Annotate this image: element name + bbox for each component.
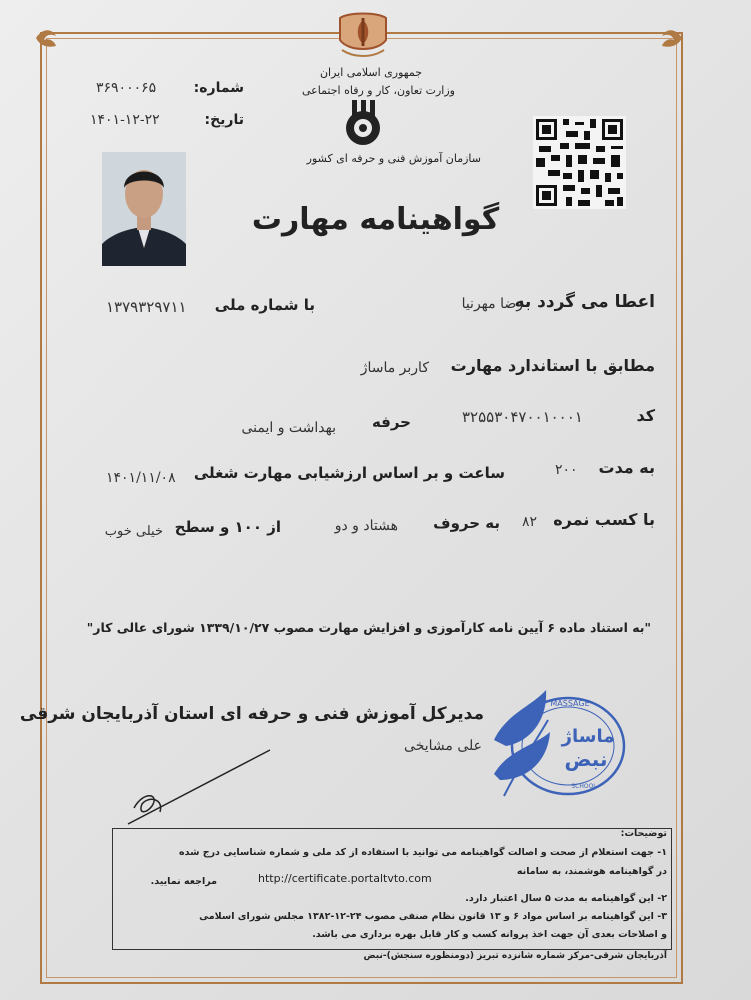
tvto-logo-icon [334,98,394,148]
score-value: ۸۲ [522,514,538,530]
national-id-value: ۱۳۷۹۳۲۹۷۱۱ [106,298,187,316]
corner-ornament-icon [648,26,684,50]
holder-name: رضا مهرنیا [461,296,523,312]
score-label: با کسب نمره [553,510,655,529]
notes-line-3: ۲- این گواهینامه به مدت ۵ سال اعتبار دارد. [465,893,667,904]
standard-label: مطابق با استاندارد مهارت [450,356,655,375]
granted-label: اعطا می گردد به [514,292,655,312]
notes-line-4: ۳- این گواهینامه بر اساس مواد ۶ و ۱۳ قانون نظام صنفی مصوب ۲۴-۱۲-۱۳۸۲ مجلس شورای اسلامی [199,911,667,922]
notes-line-2b: مراجعه نمایید. [150,876,217,887]
ministry-name: وزارت تعاون، کار و رفاه اجتماعی [301,84,455,97]
school-stamp-icon [490,684,632,802]
director-name: علی مشایخی [404,738,482,754]
number-label: شماره: [193,80,244,96]
iran-emblem-icon [334,10,392,60]
organization-name: سازمان آموزش فنی و حرفه ای کشور [306,152,481,165]
national-id-label: با شماره ملی [214,296,315,314]
stamp-top-text: MASSAGE [550,699,590,708]
code-label: کد [636,406,655,425]
corner-ornament-icon [34,26,70,50]
trade-label: حرفه [371,413,411,431]
stamp-line-1: ماساژ [561,726,615,747]
notes-line-1: ۱- جهت استعلام از صحت و اصالت گواهینامه می توانید با استفاده از کد ملی و شماره شناسایی درج شده [179,847,667,858]
evaluation-date: ۱۴۰۱/۱۱/۰۸ [106,470,176,486]
trade-value: بهداشت و ایمنی [241,420,336,436]
verification-url: http://certificate.portaltvto.com [258,872,432,885]
stamp-bottom-text: SCHOOL [571,783,597,790]
standard-value: کاربر ماساژ [360,360,429,376]
notes-line-2a: در گواهینامه هوشمند، به سامانه [516,866,667,877]
duration-label: به مدت [598,458,655,477]
director-title: مدیرکل آموزش فنی و حرفه ای استان آذربایجان شرقی [19,704,484,724]
center-footer: آذربایجان شرقی-مرکز شماره شانزده تبریز (دومنظوره سنجش)-نبض [363,951,667,961]
number-value: ۳۶۹۰۰۰۶۵ [96,80,157,96]
level-value: خیلی خوب [104,524,163,539]
notes-line-5: و اصلاحات بعدی آن جهت اخذ پروانه کسب و کار قابل بهره برداری می باشد. [312,929,667,940]
notes-heading: توضیحات: [620,828,667,839]
code-value: ۳۲۵۵۳۰۴۷۰۰۱۰۰۰۱ [462,408,583,426]
qr-code-icon [533,116,626,209]
duration-text: ساعت و بر اساس ارزشیابی مهارت شغلی [193,464,505,482]
date-label: تاریخ: [204,112,244,128]
letters-value: هشتاد و دو [334,518,398,534]
legal-basis: "به استناد ماده ۶ آیین نامه کارآموزی و افزایش مهارت مصوب ۱۳۳۹/۱۰/۲۷ شورای عالی کار" [86,620,651,635]
certificate-title: گواهینامه مهارت [251,202,500,237]
duration-value: ۲۰۰ [555,462,578,478]
country-name: جمهوری اسلامی ایران [319,66,422,79]
out-of-label: از ۱۰۰ و سطح [174,518,281,536]
stamp-line-2: نبض [564,747,608,771]
date-value: ۱۴۰۱-۱۲-۲۲ [90,112,160,128]
letters-label: به حروف [433,514,500,532]
director-signature-icon [120,742,280,832]
